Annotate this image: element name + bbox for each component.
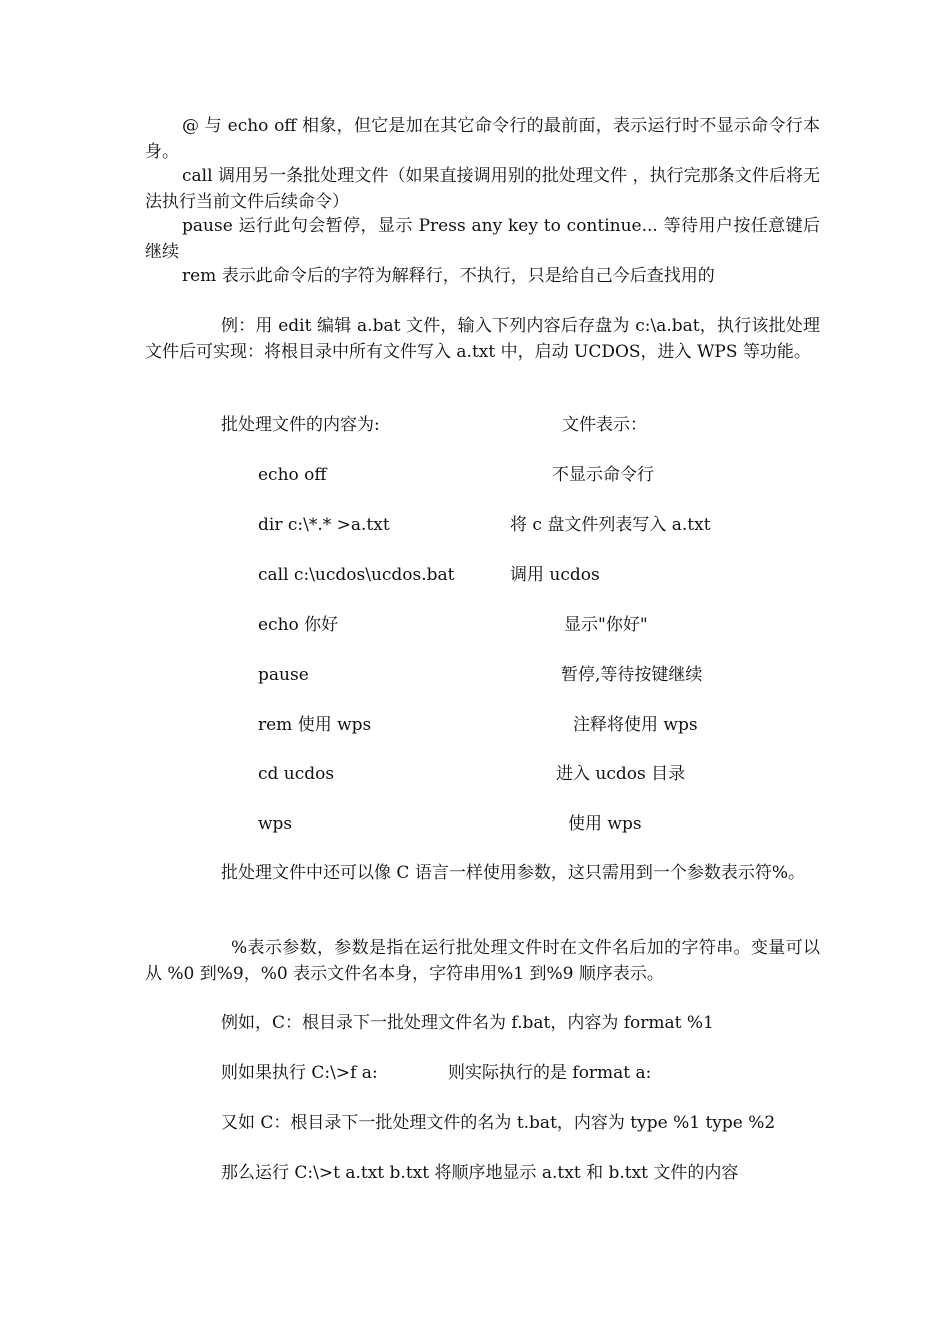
table-header-left: 批处理文件的内容为: xyxy=(221,415,380,435)
example-line-4: 那么运行 C:\>t a.txt b.txt 将顺序地显示 a.txt 和 b.txt 文件的内容 xyxy=(221,1163,739,1183)
table-row-cmd: rem 使用 wps xyxy=(258,715,372,735)
table-row-desc: 进入 ucdos 目录 xyxy=(556,764,686,784)
table-row-cmd: call c:\ucdos\ucdos.bat xyxy=(258,565,455,585)
table-row-cmd: echo off xyxy=(258,465,327,485)
paragraph-params-intro: 批处理文件中还可以像 C 语言一样使用参数，这只需用到一个参数表示符%。 xyxy=(221,863,805,883)
paragraph-pause: pause 运行此句会暂停，显示 Press any key to continue... 等待用户按任意键后继续 xyxy=(145,216,820,262)
paragraph-params-desc: %表示参数，参数是指在运行批处理文件时在文件名后加的字符串。变量可以从 %0 到%9，%0 表示文件名本身，字符串用%1 到%9 顺序表示。 xyxy=(145,938,820,984)
table-row-cmd: cd ucdos xyxy=(258,764,335,784)
table-row-cmd: echo 你好 xyxy=(258,615,339,635)
example-line-1: 例如，C：根目录下一批处理文件名为 f.bat，内容为 format %1 xyxy=(221,1013,714,1033)
table-row-cmd: dir c:\*.* >a.txt xyxy=(258,515,390,535)
table-row-desc: 不显示命令行 xyxy=(552,465,654,485)
table-row-cmd: wps xyxy=(258,814,293,834)
paragraph-call: call 调用另一条批处理文件（如果直接调用别的批处理文件 ，执行完那条文件后将无法执行当前文件后续命令） xyxy=(145,166,820,212)
paragraph-example: 例：用 edit 编辑 a.bat 文件，输入下列内容后存盘为 c:\a.bat，执行该批处理文件后可实现：将根目录中所有文件写入 a.txt 中，启动 UCDOS，进入 WPS 等功能。 xyxy=(145,316,820,362)
table-row-desc: 暂停,等待按键继续 xyxy=(561,665,703,685)
example-line-3: 又如 C：根目录下一批处理文件的名为 t.bat，内容为 type %1 type %2 xyxy=(221,1113,776,1133)
table-row-desc: 将 c 盘文件列表写入 a.txt xyxy=(510,515,711,535)
example-line-2-right: 则实际执行的是 format a: xyxy=(448,1063,652,1083)
table-row-desc: 注释将使用 wps xyxy=(573,715,698,735)
example-line-2-left: 则如果执行 C:\>f a: xyxy=(221,1063,378,1083)
table-row-desc: 使用 wps xyxy=(568,814,642,834)
table-row-desc: 调用 ucdos xyxy=(510,565,600,585)
table-row-desc: 显示"你好" xyxy=(564,615,648,635)
paragraph-rem: rem 表示此命令后的字符为解释行，不执行，只是给自己今后查找用的 xyxy=(182,266,715,286)
table-row-cmd: pause xyxy=(258,665,309,685)
table-header-right: 文件表示： xyxy=(562,415,647,435)
paragraph-at: @ 与 echo off 相象，但它是加在其它命令行的最前面，表示运行时不显示命令行本身。 xyxy=(145,116,820,162)
